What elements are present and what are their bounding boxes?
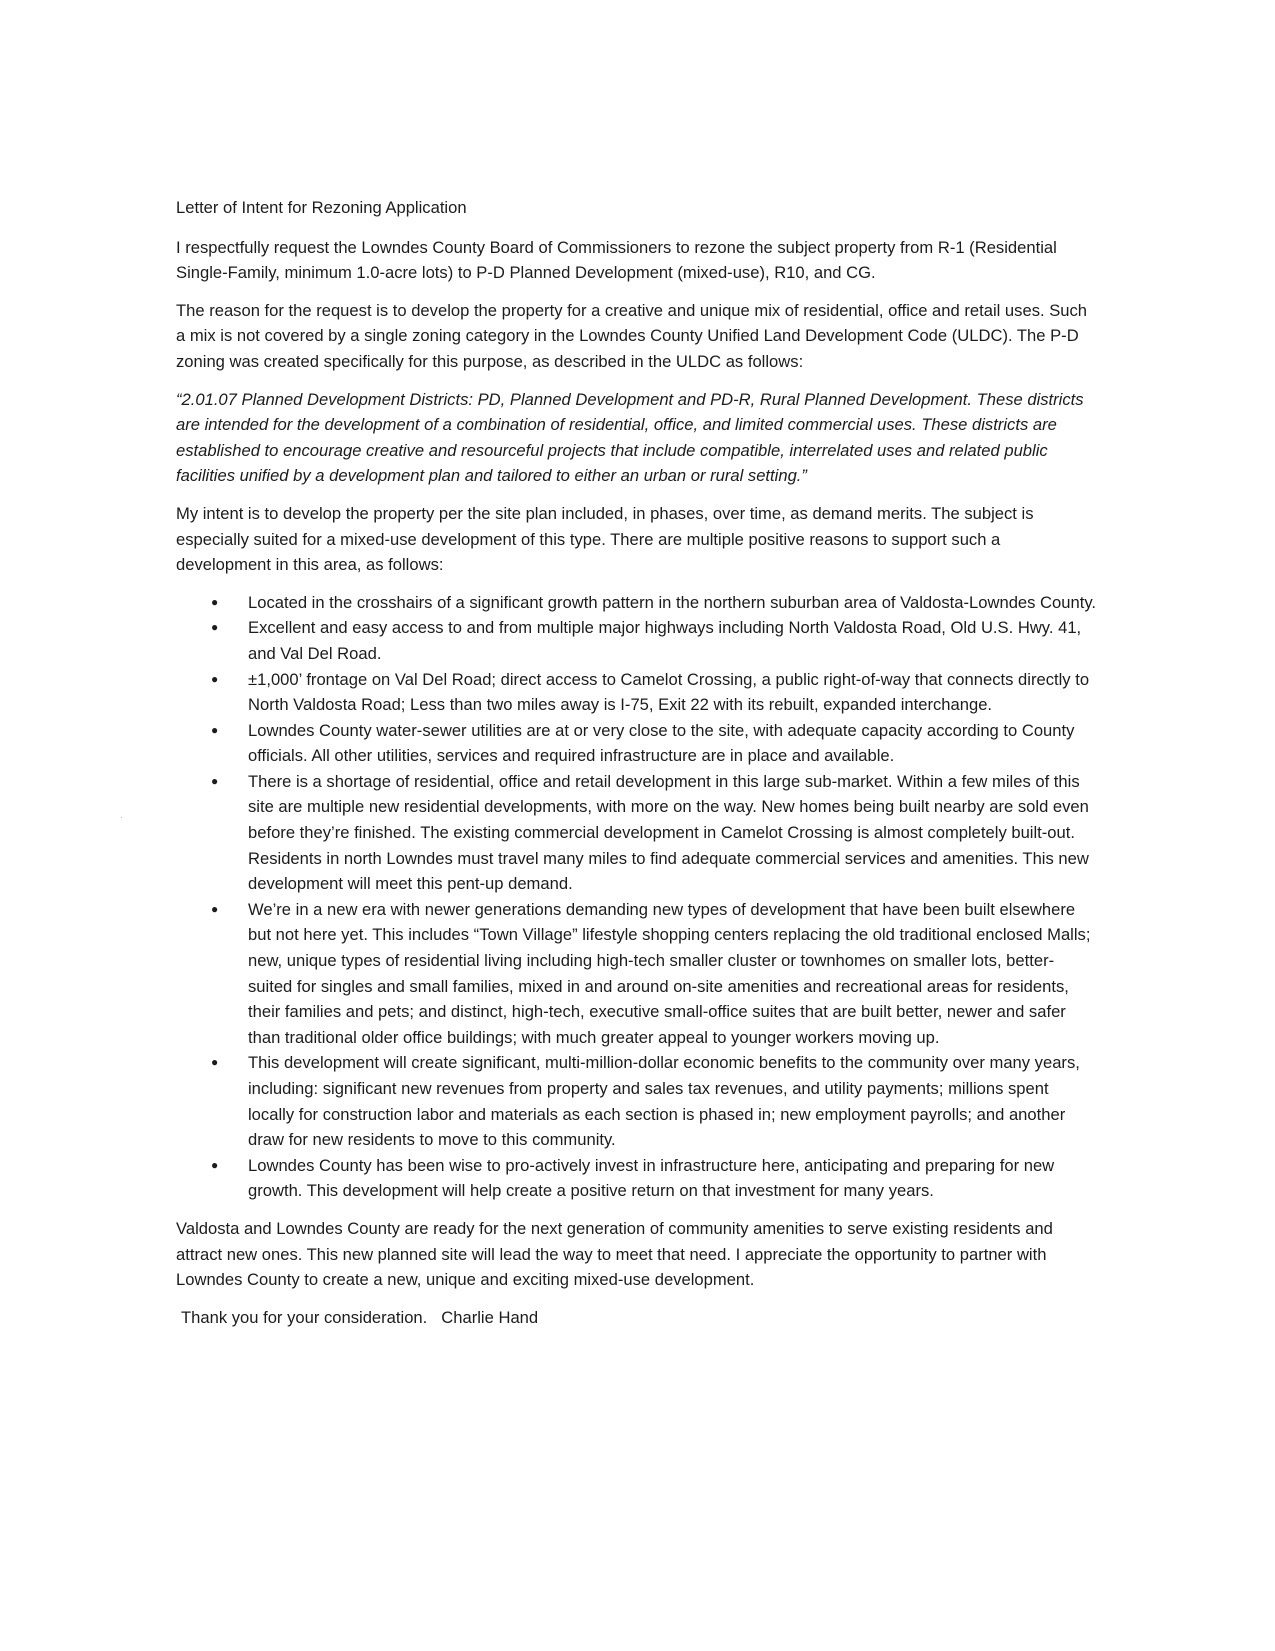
list-item-text: Lowndes County has been wise to pro-actively invest in infrastructure here, anticipating and preparing for new growth. This development will help create a positive return on that investment for many years. — [248, 1155, 1055, 1201]
list-item — [176, 590, 1096, 616]
list-item-text: Excellent and easy access to and from multiple major highways including North Valdosta Road, Old U.S. Hwy. 41, and Val Del Road. — [248, 618, 1082, 663]
list-item-text: ±1,000’ frontage on Val Del Road; direct access to Camelot Crossing, a public right-of-way that connects directly to North Valdosta Road; Less than two miles away is I-75, Exit 22 with its rebuilt, expanded interchange. — [248, 669, 1090, 715]
letter-title: Letter of Intent for Rezoning Application — [176, 198, 467, 217]
list-item — [176, 718, 1096, 769]
bullet-icon: ● — [211, 773, 219, 788]
rezone-request-paragraph: I respectfully request the Lowndes County Board of Commissioners to rezone the subject property from R-1 (Residential Single-Family, minimum 1.0-acre lots) to P-D Planned Development (mixed-use), R10, and CG. — [176, 237, 1057, 283]
bullet-icon: ● — [211, 901, 219, 916]
bullet-icon: ● — [211, 1055, 219, 1070]
list-item — [176, 615, 1096, 666]
bullet-icon: ● — [211, 671, 219, 686]
reasons-list — [176, 590, 1096, 1204]
sign-off — [181, 1305, 1096, 1331]
intent-paragraph: My intent is to develop the property per the site plan included, in phases, over time, as demand merits. The subject is especially suited for a mixed-use development of this type. There are multiple positive reasons to support such a development in this area, as follows: — [176, 503, 1034, 575]
list-item — [176, 1050, 1096, 1152]
letter-page — [176, 195, 1096, 1330]
bullet-icon: ● — [211, 722, 219, 737]
list-item-text: This development will create significant, multi-million-dollar economic benefits to the community over many years, including: significant new revenues from property and sales tax revenues, and utility payments; millions spent locally for construction labor and materials as each section is phased in; new employment payrolls; and another draw for new residents to move to this community. — [248, 1053, 1080, 1150]
list-item — [176, 769, 1096, 897]
bullet-icon: ● — [211, 1157, 219, 1172]
closing-paragraph: Valdosta and Lowndes County are ready for the next generation of community amenities to serve existing residents and attract new ones. This new planned site will lead the way to meet that need. I appreciate the opportunity to partner with Lowndes County to create a new, unique and exciting mixed-use development. — [176, 1218, 1053, 1290]
list-item — [176, 1153, 1096, 1204]
list-item — [176, 667, 1096, 718]
list-item-text: Located in the crosshairs of a significant growth pattern in the northern suburban area of Valdosta-Lowndes County. — [248, 592, 1097, 612]
uldc-quote: “2.01.07 Planned Development Districts: PD, Planned Development and PD-R, Rural Planned Development. These districts are intended for the development of a combination of residential, office, and limited commercial uses. These districts are established to encourage creative and resourceful projects that include compatible, interrelated uses and related public facilities unified by a development plan and tailored to either an urban or rural setting.” — [176, 389, 1084, 486]
bullet-icon: ● — [211, 620, 219, 635]
thanks-text: Thank you for your consideration. — [181, 1307, 428, 1327]
list-item-text: There is a shortage of residential, office and retail development in this large sub-market. Within a few miles of this site are multiple new residential developments, with more on the way. New homes being built nearby are sold even before they’re finished. The existing commercial development in Camelot Crossing is almost completely built-out. Residents in north Lowndes must travel many miles to find adequate commercial services and amenities. This new development will meet this pent-up demand. — [248, 771, 1089, 894]
signer-name: Charlie Hand — [441, 1307, 539, 1327]
list-item — [176, 897, 1096, 1051]
bullet-icon: ● — [211, 594, 219, 609]
list-item-text: We’re in a new era with newer generations demanding new types of development that have been built elsewhere but not here yet. This includes “Town Village” lifestyle shopping centers replacing the old traditional enclosed Malls; new, unique types of residential living including high-tech smaller cluster or townhomes on smaller lots, better-suited for singles and small families, mixed in and around on-site amenities and recreational areas for residents, their families and pets; and distinct, high-tech, executive small-office suites that are built better, newer and safer than traditional older office buildings; with much greater appeal to younger workers moving up. — [248, 899, 1091, 1047]
list-item-text: Lowndes County water-sewer utilities are at or very close to the site, with adequate capacity according to County officials. All other utilities, services and required infrastructure are in place and available. — [248, 720, 1075, 766]
reason-paragraph: The reason for the request is to develop the property for a creative and unique mix of residential, office and retail uses. Such a mix is not covered by a single zoning category in the Lowndes County Unified Land Development Code (ULDC). The P-D zoning was created specifically for this purpose, as described in the ULDC as follows: — [176, 300, 1088, 371]
scan-speck — [121, 817, 122, 818]
